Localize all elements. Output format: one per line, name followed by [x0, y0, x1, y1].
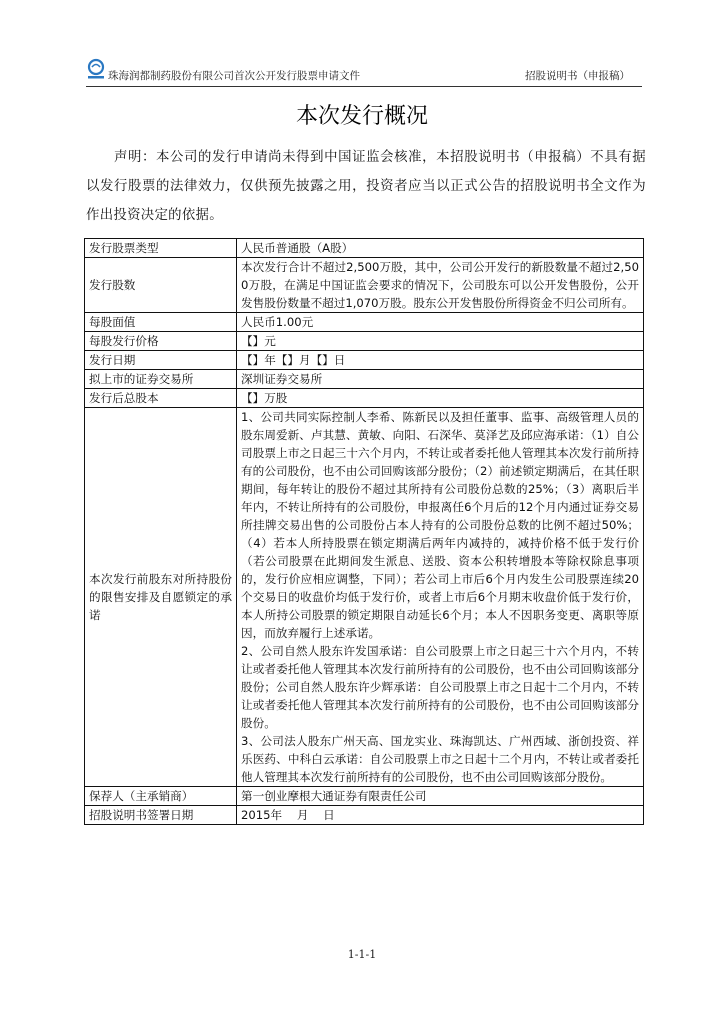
row-value: 人民币普通股（A股）: [237, 239, 644, 258]
header-document-type: 招股说明书（申报稿）: [525, 70, 630, 82]
disclaimer-statement: 声明：本公司的发行申请尚未得到中国证监会核准，本招股说明书（申报稿）不具有据以发行股票的法律效力，仅供预先披露之用，投资者应当以正式公告的招股说明书全文作为作出投资决定的依据。: [86, 150, 646, 223]
table-row: [85, 351, 644, 370]
table-row: [85, 806, 644, 825]
row-label: 招股说明书签署日期: [85, 806, 237, 825]
table-row: [85, 258, 644, 313]
table-row: [85, 787, 644, 806]
offering-overview-table: [84, 238, 644, 825]
table-row: [85, 332, 644, 351]
table-row: [85, 370, 644, 389]
commitment-paragraph: 3、公司法人股东广州天高、国龙实业、珠海凯达、广州西域、浙创投资、祥乐医药、中科白云承诺：自公司股票上市之日起十二个月内，不转让或者委托他人管理其本次发行前所持有的公司股份，也不由公司回购该部分股份。: [241, 734, 639, 784]
row-label: 每股面值: [85, 313, 237, 332]
row-value: 2015年 月 日: [237, 806, 644, 825]
row-value: 人民币1.00元: [237, 313, 644, 332]
row-label: 发行后总股本: [85, 389, 237, 408]
page-number: 1-1-1: [347, 948, 377, 961]
table-row: [85, 239, 644, 258]
commitment-paragraph: 2、公司自然人股东许发国承诺：自公司股票上市之日起三十六个月内，不转让或者委托他人管理其本次发行前所持有的公司股份，也不由公司回购该部分股份；公司自然人股东许少辉承诺：自公司股票上市之日起十二个月内，不转让或者委托他人管理其本次发行前所持有的公司股份，也不由公司回购该部分股份。: [241, 644, 639, 730]
row-value: 第一创业摩根大通证券有限责任公司: [237, 787, 644, 806]
row-label: 本次发行前股东对所持股份的限售安排及自愿锁定的承诺: [85, 408, 237, 787]
row-label: 发行日期: [85, 351, 237, 370]
company-logo-icon: [86, 58, 106, 80]
row-value: 【】元: [237, 332, 644, 351]
row-value: 深圳证券交易所: [237, 370, 644, 389]
row-value: 【】年【】月【】日: [237, 351, 644, 370]
commitment-paragraph: 1、公司共同实际控制人李希、陈新民以及担任董事、监事、高级管理人员的股东周爱新、卢其慧、黄敏、向阳、石深华、莫泽艺及邱应海承诺：（1）自公司股票上市之日起三十六个月内，不转让或者委托他人管理其本次发行前所持有的公司股份，也不由公司回购该部分股份；（2）前述锁定期满后，在其任职期间，每年转让的股份不超过其所持有公司股份总数的25%；（3）离职后半年内，不转让所持有的公司股份，申报离任6个月后的12个月内通过证券交易所挂牌交易出售的公司股份占本人持有的公司股份总数的比例不超过50%；（4）若本人所持股票在锁定期满后两年内减持的，减持价格不低于发行价（若公司股票在此期间发生派息、送股、资本公积转增股本等除权除息事项的，发行价应相应调整，下同）；若公司上市后6个月内发生公司股票连续20个交易日的收盘价均低于发行价，或者上市后6个月期末收盘价低于发行价，本人所持公司股票的锁定期限自动延长6个月；本人不因职务变更、离职等原因，而放弃履行上述承诺。: [241, 410, 639, 640]
row-label: 发行股数: [85, 258, 237, 313]
header-document-title: 珠海润都制药股份有限公司首次公开发行股票申请文件: [108, 70, 360, 82]
table-row: [85, 389, 644, 408]
row-label: 保荐人（主承销商）: [85, 787, 237, 806]
page-title: 本次发行概况: [295, 104, 428, 129]
table-row: [85, 408, 644, 787]
row-value: [237, 408, 644, 787]
row-label: 拟上市的证券交易所: [85, 370, 237, 389]
page-header: [86, 56, 642, 87]
row-label: 每股发行价格: [85, 332, 237, 351]
row-value: 本次发行合计不超过2,500万股，其中，公司公开发行的新股数量不超过2,500万股，在满足中国证监会要求的情况下，公司股东可以公开发售股份，公开发售股份数量不超过1,070万股。股东公开发售股份所得资金不归公司所有。: [237, 258, 644, 313]
row-value: 【】万股: [237, 389, 644, 408]
table-row: [85, 313, 644, 332]
row-label: 发行股票类型: [85, 239, 237, 258]
